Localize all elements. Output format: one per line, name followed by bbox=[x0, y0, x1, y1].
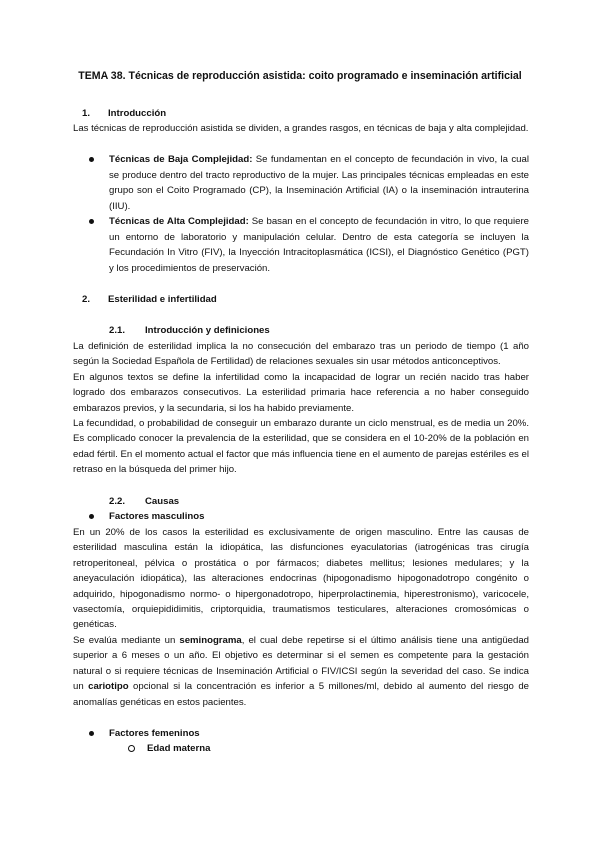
intro-paragraph: Las técnicas de reproducción asistida se dividen, a grandes rasgos, en técnicas de baja y alta complejidad. bbox=[73, 123, 529, 134]
alta-label: Técnicas de Alta Complejidad: bbox=[109, 216, 249, 227]
factores-masculinos-label: Factores masculinos bbox=[109, 511, 205, 522]
section-2-2-title: Causas bbox=[145, 496, 180, 507]
section-1-number: 1. bbox=[82, 108, 91, 119]
section-2-2-number: 2.2. bbox=[109, 496, 126, 507]
factores-femeninos-label: Factores femeninos bbox=[109, 728, 200, 739]
seminograma-text-2: , el cual debe repetirse si el último análisis tiene una antigüedad superior a 6 meses o un año. El objetivo es determinar si el semen es competente para la gestación natural o si requiere técnicas de Inseminación Artificial o FIV/ICSI según la severidad del caso. Se indica un bbox=[73, 635, 529, 693]
section-2-number: 2. bbox=[82, 294, 91, 305]
bullet-dot-icon bbox=[89, 731, 94, 736]
section-2-1-title: Introducción y definiciones bbox=[145, 325, 270, 336]
baja-description: Se fundamentan en el concepto de fecundación in vivo, la cual se produce dentro del tracto reproductivo de la mujer. Las principales técnicas empleadas en este grupo son el Coito Programado (CP), la Inseminación Artificial (IA) o la inseminación intrauterina (IIU). bbox=[109, 154, 529, 212]
definitions-paragraph-1: La definición de esterilidad implica la no consecución del embarazo tras un periodo de tiempo (1 año según la Sociedad Española de Fertilidad) de relaciones sexuales sin usar métodos anticonceptivos. bbox=[73, 341, 529, 368]
circle-bullet-icon bbox=[128, 745, 135, 752]
edad-materna-label: Edad materna bbox=[147, 743, 211, 754]
document-title: TEMA 38. Técnicas de reproducción asistida: coito programado e inseminación artificial bbox=[78, 70, 522, 82]
definitions-paragraph-3: La fecundidad, o probabilidad de conseguir un embarazo durante un ciclo menstrual, es de media un 20%. Es complicado conocer la prevalencia de la esterilidad, que se considera en el 10-20% de la población en edad fértil. En el momento actual el factor que más influencia tiene en el aumento de parejas estériles es el retraso en la búsqueda del primer hijo. bbox=[73, 418, 529, 476]
seminograma-text-3: opcional si la concentración es inferior a 5 millones/ml, debido al aumento del riesgo de anomalías genéticas en estos pacientes. bbox=[73, 681, 529, 708]
bullet-dot-icon bbox=[89, 514, 94, 519]
seminograma-term: seminograma bbox=[179, 635, 242, 646]
baja-label: Técnicas de Baja Complejidad: bbox=[109, 154, 253, 165]
seminograma-paragraph bbox=[73, 633, 529, 710]
definitions-paragraph-2: En algunos textos se define la infertilidad como la incapacidad de lograr un recién nacido tras haber logrado dos embarazos consecutivos. La esterilidad primaria hace referencia a no haber conseguido embarazos previos, y la secundaria, si los ha habido previamente. bbox=[73, 372, 529, 414]
bullet-baja-text bbox=[109, 152, 529, 214]
section-1-title: Introducción bbox=[108, 108, 167, 119]
bullet-dot-icon bbox=[89, 157, 94, 162]
cariotipo-term: cariotipo bbox=[88, 681, 129, 693]
section-2-title: Esterilidad e infertilidad bbox=[108, 294, 217, 305]
bullet-dot-icon bbox=[89, 219, 94, 224]
alta-description: Se basan en el concepto de fecundación in vitro, lo que requiere un entorno de laboratorio y manipulación celular. Dentro de esta categoría se incluyen la Fecundación In Vitro (FIV), la Inyección Intracitoplasmática (ICSI), el Diagnóstico Genético (PGT) y los procedimientos de preservación. bbox=[109, 216, 529, 274]
male-causes-paragraph: En un 20% de los casos la esterilidad es exclusivamente de origen masculino. Entre las causas de esterilidad masculina están la idiopática, las disfunciones eyaculatorias (iatrogénicas tras cirugía retroperitoneal, pélvica o prostática o por fármacos; diabetes mellitus; lesiones medulares; y la aneyaculación idiopática), las alteraciones endocrinas (hipogonadismo hipogonadotropo congénito o adquirido, hipogonadismo normo- o hipergonadotropo, hiperprolactinemia, hiperestronismo), varicocele, vasectomía, orquiepididimitis, criptorquidia, traumatismos testiculares, alteraciones cromosómicas o genéticas. bbox=[73, 527, 529, 631]
section-2-1-number: 2.1. bbox=[109, 325, 126, 336]
bullet-alta-text bbox=[109, 214, 529, 276]
seminograma-text-1: Se evalúa mediante un bbox=[73, 635, 180, 646]
